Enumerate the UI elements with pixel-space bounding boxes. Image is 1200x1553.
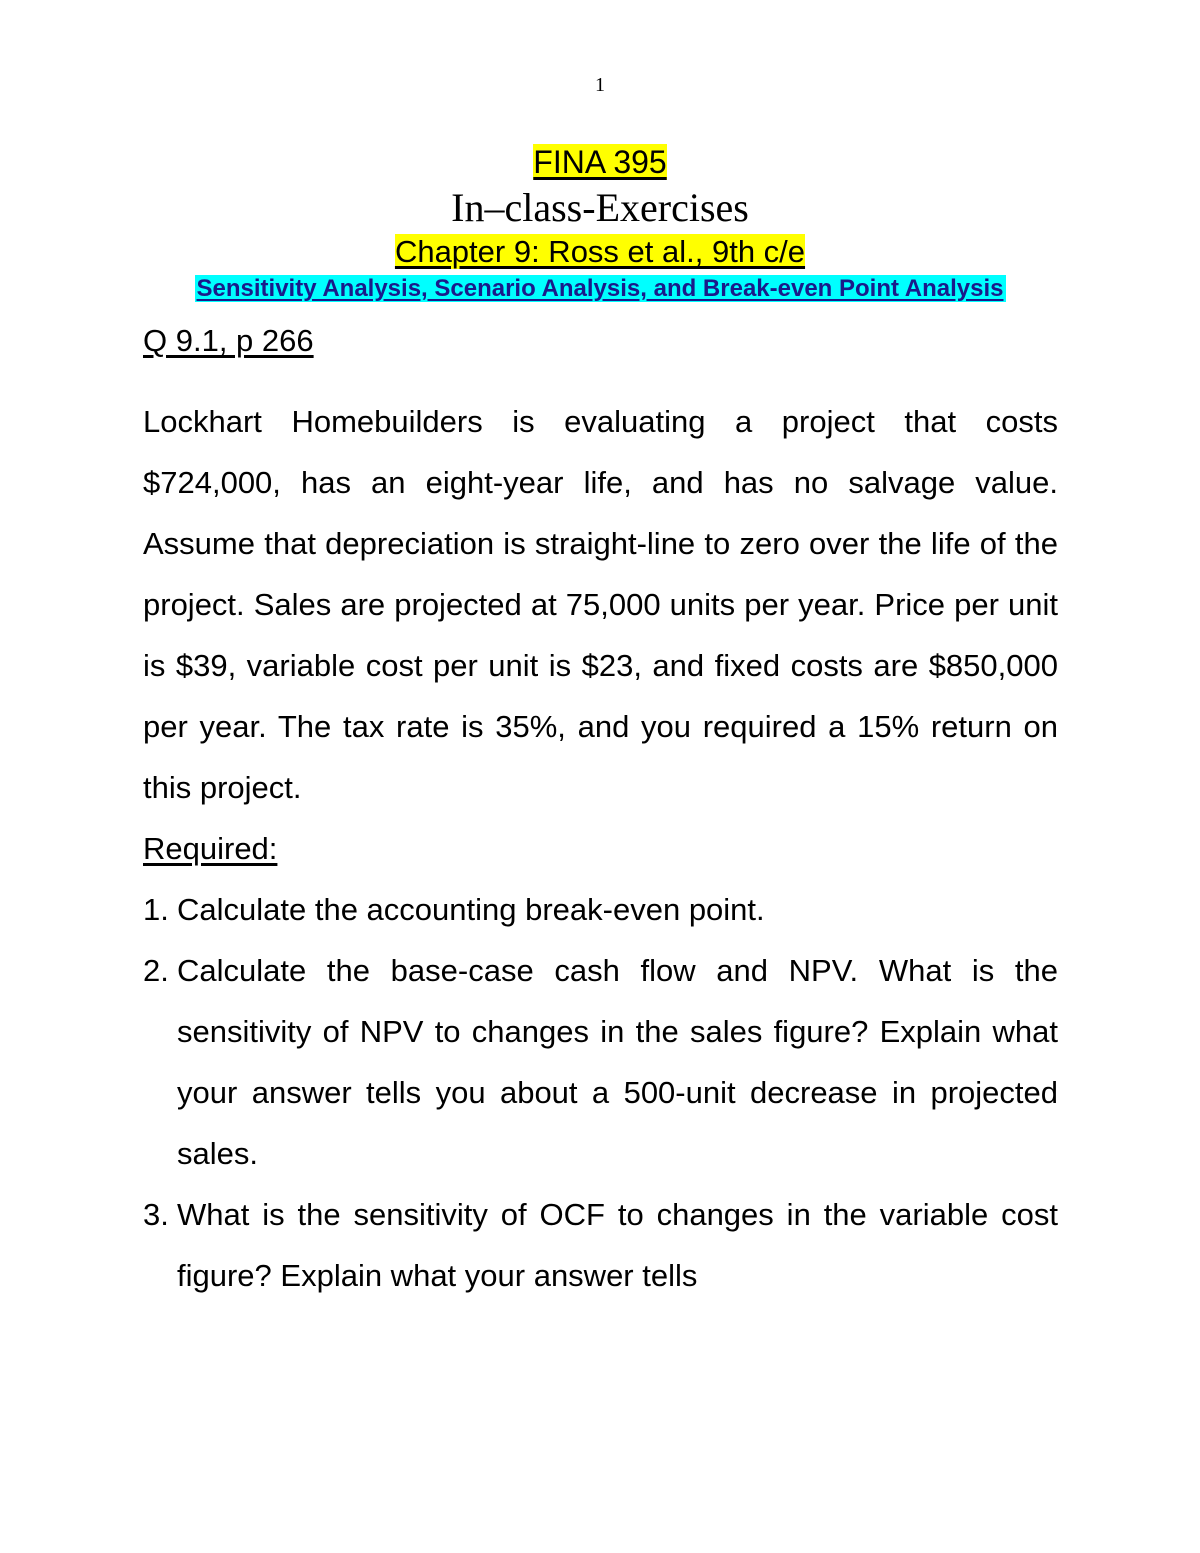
list-item-text: Calculate the base-case cash flow and NPV. What is the sensitivity of NPV to changes in the sales figure? Explain what your answer tells you about a 500-unit decrease in projected sales.	[177, 953, 1058, 1171]
list-item-number: 3.	[143, 1197, 169, 1232]
page-number: 1	[595, 74, 605, 96]
course-code-heading	[0, 144, 1200, 180]
problem-statement: Lockhart Homebuilders is evaluating a project that costs $724,000, has an eight-year life, and has no salvage value. Assume that depreciation is straight-line to zero over the life of the project. Sales are projected at 75,000 units per year. Price per unit is $39, variable cost per unit is $23, and fixed costs are $850,000 per year. The tax rate is 35%, and you required a 15% return on this project.	[143, 404, 1058, 805]
document-title: In–class-Exercises	[451, 185, 749, 230]
list-item-number: 1.	[143, 892, 169, 927]
topic-heading	[0, 274, 1200, 304]
list-item	[143, 879, 1058, 940]
list-item	[143, 1184, 1058, 1306]
list-item-text: What is the sensitivity of OCF to changes in the variable cost figure? Explain what your answer tells	[177, 1197, 1058, 1293]
question-reference: Q 9.1, p 266	[143, 323, 314, 358]
course-code-text: FINA 395	[533, 144, 667, 180]
chapter-heading	[0, 234, 1200, 270]
chapter-text: Chapter 9: Ross et al., 9th c/e	[394, 234, 806, 269]
question-body	[143, 391, 1058, 1306]
list-item	[143, 940, 1058, 1184]
requirements-list	[143, 879, 1058, 1306]
required-label: Required:	[143, 831, 278, 866]
list-item-number: 2.	[143, 953, 169, 988]
list-item-text: Calculate the accounting break-even point.	[177, 892, 765, 927]
topic-text: Sensitivity Analysis, Scenario Analysis, and Break-even Point Analysis	[196, 275, 1004, 302]
